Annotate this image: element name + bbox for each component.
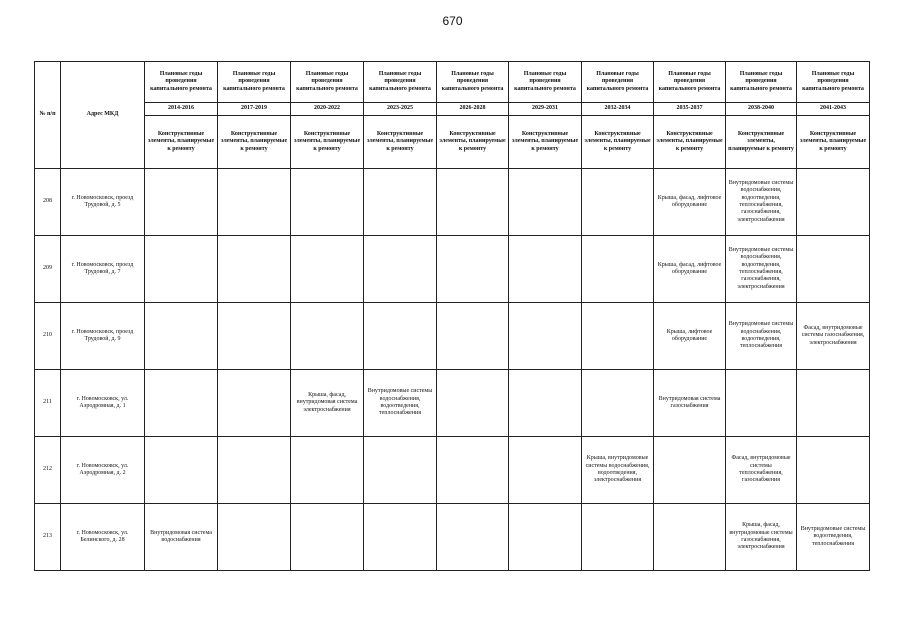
plan-cell bbox=[582, 303, 654, 370]
plan-cell bbox=[797, 169, 870, 236]
table-row bbox=[35, 303, 870, 370]
plan-cell bbox=[437, 504, 509, 571]
row-address: г. Новомосковск, проезд Трудовой, д. 9 bbox=[61, 303, 145, 370]
plan-cell bbox=[218, 370, 291, 437]
plan-cell bbox=[437, 303, 509, 370]
plan-cell bbox=[437, 236, 509, 303]
period-title: Плановые годы проведения капитального ремонта bbox=[364, 62, 437, 103]
plan-cell bbox=[218, 169, 291, 236]
period-years: 2035-2037 bbox=[654, 103, 726, 116]
period-years: 2032-2034 bbox=[582, 103, 654, 116]
period-subheader: Конструктивные элементы, планируемые к ремонту bbox=[291, 116, 364, 169]
row-number: 213 bbox=[35, 504, 61, 571]
plan-cell bbox=[509, 236, 582, 303]
plan-cell: Внутридомовая система водоснабжения bbox=[145, 504, 218, 571]
plan-cell bbox=[582, 236, 654, 303]
table-row bbox=[35, 236, 870, 303]
column-header-address: Адрес МКД bbox=[61, 62, 145, 169]
row-number: 211 bbox=[35, 370, 61, 437]
period-years: 2023-2025 bbox=[364, 103, 437, 116]
period-title: Плановые годы проведения капитального ремонта bbox=[218, 62, 291, 103]
plan-cell bbox=[509, 303, 582, 370]
period-years: 2020-2022 bbox=[291, 103, 364, 116]
plan-cell bbox=[654, 504, 726, 571]
plan-cell: Крыша, фасад, внутридомовые системы газоснабжения, электроснабжения bbox=[726, 504, 797, 571]
period-subheader: Конструктивные элементы, планируемые к ремонту bbox=[726, 116, 797, 169]
plan-cell bbox=[582, 370, 654, 437]
plan-cell bbox=[726, 370, 797, 437]
plan-cell bbox=[218, 236, 291, 303]
plan-cell: Внутридомовая система газоснабжения bbox=[654, 370, 726, 437]
table-row bbox=[35, 370, 870, 437]
plan-cell: Фасад, внутридомовые системы газоснабжения, электроснабжения bbox=[797, 303, 870, 370]
plan-cell: Крыша, фасад, лифтовое оборудование bbox=[654, 236, 726, 303]
plan-cell bbox=[797, 370, 870, 437]
row-number: 210 bbox=[35, 303, 61, 370]
plan-cell bbox=[364, 236, 437, 303]
plan-cell bbox=[509, 169, 582, 236]
table-row bbox=[35, 169, 870, 236]
plan-cell bbox=[582, 169, 654, 236]
plan-cell bbox=[437, 169, 509, 236]
row-address: г. Новомосковск, ул. Аэродромная, д. 2 bbox=[61, 437, 145, 504]
plan-cell bbox=[437, 370, 509, 437]
period-title: Плановые годы проведения капитального ремонта bbox=[797, 62, 870, 103]
period-years: 2026-2028 bbox=[437, 103, 509, 116]
period-title: Плановые годы проведения капитального ремонта bbox=[654, 62, 726, 103]
row-number: 208 bbox=[35, 169, 61, 236]
plan-cell: Крыша, фасад, внутридомовая система электроснабжения bbox=[291, 370, 364, 437]
period-years: 2017-2019 bbox=[218, 103, 291, 116]
plan-cell bbox=[437, 437, 509, 504]
period-subheader: Конструктивные элементы, планируемые к ремонту bbox=[437, 116, 509, 169]
row-number: 212 bbox=[35, 437, 61, 504]
plan-cell bbox=[291, 236, 364, 303]
plan-cell bbox=[218, 504, 291, 571]
plan-cell bbox=[145, 236, 218, 303]
plan-cell: Внутридомовые системы водоснабжения, водоотведения, теплоснабжения bbox=[364, 370, 437, 437]
plan-cell bbox=[364, 169, 437, 236]
plan-cell: Крыша, внутридомовые системы водоснабжения, водоотведения, электроснабжения bbox=[582, 437, 654, 504]
plan-cell bbox=[509, 504, 582, 571]
plan-cell bbox=[145, 303, 218, 370]
period-title: Плановые годы проведения капитального ремонта bbox=[145, 62, 218, 103]
period-title: Плановые годы проведения капитального ремонта bbox=[291, 62, 364, 103]
plan-cell bbox=[797, 437, 870, 504]
plan-cell: Крыша, лифтовое оборудование bbox=[654, 303, 726, 370]
table-row bbox=[35, 437, 870, 504]
plan-cell bbox=[364, 504, 437, 571]
table-row bbox=[35, 504, 870, 571]
plan-cell bbox=[509, 370, 582, 437]
plan-cell bbox=[145, 370, 218, 437]
plan-cell bbox=[364, 437, 437, 504]
period-subheader: Конструктивные элементы, планируемые к ремонту bbox=[364, 116, 437, 169]
period-subheader: Конструктивные элементы, планируемые к ремонту bbox=[582, 116, 654, 169]
page-number: 670 bbox=[442, 14, 463, 28]
period-subheader: Конструктивные элементы, планируемые к ремонту bbox=[654, 116, 726, 169]
row-address: г. Новомосковск, ул. Аэродромная, д. 1 bbox=[61, 370, 145, 437]
plan-cell bbox=[218, 437, 291, 504]
plan-cell: Фасад, внутридомовые системы теплоснабжения, газоснабжения bbox=[726, 437, 797, 504]
plan-cell bbox=[797, 236, 870, 303]
plan-cell: Внутридомовые системы водоснабжения, водоотведения, теплоснабжения bbox=[726, 303, 797, 370]
capital-repair-plan-table bbox=[34, 61, 870, 571]
plan-cell bbox=[218, 303, 291, 370]
row-address: г. Новомосковск, проезд Трудовой, д. 7 bbox=[61, 236, 145, 303]
plan-cell bbox=[291, 437, 364, 504]
plan-cell: Внутридомовые системы водоснабжения, водоотведения, теплоснабжения, газоснабжения, электроснабжения bbox=[726, 169, 797, 236]
plan-cell bbox=[582, 504, 654, 571]
period-subheader: Конструктивные элементы, планируемые к ремонту bbox=[145, 116, 218, 169]
period-years: 2038-2040 bbox=[726, 103, 797, 116]
plan-cell: Внутридомовые системы водоотведения, теплоснабжения bbox=[797, 504, 870, 571]
period-title: Плановые годы проведения капитального ремонта bbox=[437, 62, 509, 103]
row-address: г. Новомосковск, ул. Белинского, д. 28 bbox=[61, 504, 145, 571]
plan-cell: Внутридомовые системы водоснабжения, водоотведения, теплоснабжения, газоснабжения, электроснабжения bbox=[726, 236, 797, 303]
period-subheader: Конструктивные элементы, планируемые к ремонту bbox=[797, 116, 870, 169]
plan-cell: Крыша, фасад, лифтовое оборудование bbox=[654, 169, 726, 236]
row-address: г. Новомосковск, проезд Трудовой, д. 5 bbox=[61, 169, 145, 236]
plan-cell bbox=[145, 169, 218, 236]
column-header-number: № п/п bbox=[35, 62, 61, 169]
plan-cell bbox=[145, 437, 218, 504]
plan-cell bbox=[509, 437, 582, 504]
plan-cell bbox=[291, 303, 364, 370]
period-subheader: Конструктивные элементы, планируемые к ремонту bbox=[218, 116, 291, 169]
period-years: 2014-2016 bbox=[145, 103, 218, 116]
period-years: 2041-2043 bbox=[797, 103, 870, 116]
plan-cell bbox=[291, 504, 364, 571]
period-title: Плановые годы проведения капитального ремонта bbox=[726, 62, 797, 103]
plan-cell bbox=[654, 437, 726, 504]
plan-cell bbox=[364, 303, 437, 370]
period-title: Плановые годы проведения капитального ремонта bbox=[582, 62, 654, 103]
period-title: Плановые годы проведения капитального ремонта bbox=[509, 62, 582, 103]
plan-cell bbox=[291, 169, 364, 236]
row-number: 209 bbox=[35, 236, 61, 303]
period-years: 2029-2031 bbox=[509, 103, 582, 116]
period-subheader: Конструктивные элементы, планируемые к ремонту bbox=[509, 116, 582, 169]
